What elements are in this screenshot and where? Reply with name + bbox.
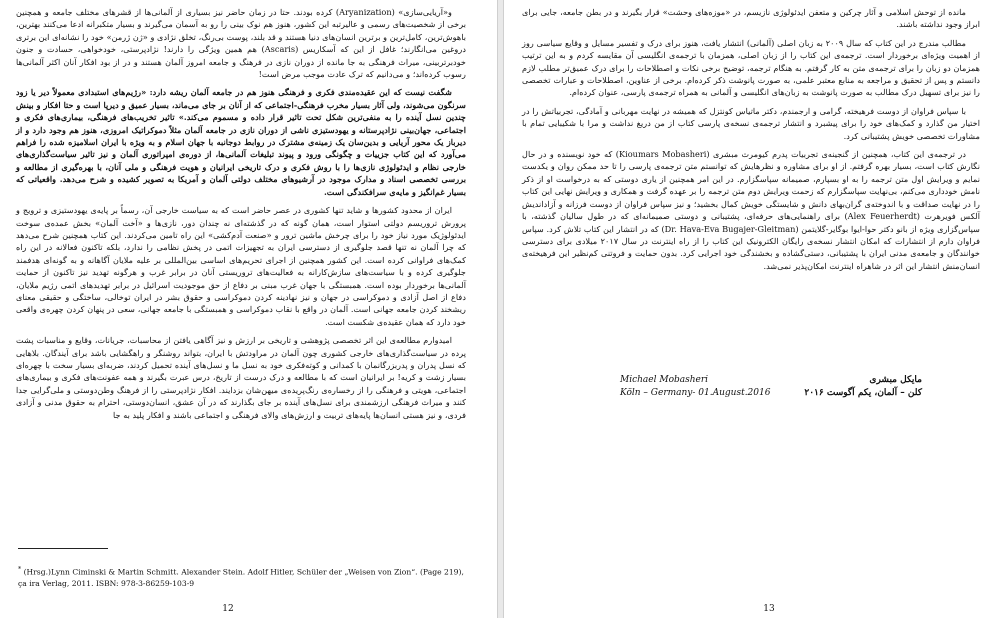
right-paragraph-3: با سپاس فراوان از دوست فرهیخته، گرامی و ارجمندم، دکتر ماتیاس کونتزل که همیشه در نهایت مهربانی و آمادگی، تجربیاتش را در اختیار من گذارد و کمک‌های خود را برای پیشبرد و انتشار ترجمه‌ی نسخه‌ی پارسی کتاب از من دریغ نداشت و مرا با شکیبایی تمام با مشاورات تخصصی خویش پشتیبانی کرد. <box>522 105 980 141</box>
left-page-body <box>16 6 466 427</box>
left-paragraph-1: و«آریایی‌سازی» (Aryanization) کرده بودند. حتا در زمان حاضر نیز بسیاری از آلمانی‌ها از قشرهای مختلف جامعه و همچنین برخی از شخصیت‌های رسمی و عالیرتبه این کشور، هنوز هم نوک بینی را رو به آسمان می‌گیرند و بسیار متکبرانه ادعا می‌کنند بهترین، باهوش‌ترین، کامل‌ترین و برترین انسان‌های دنیا هستند و قد بلند، پوست بی‌رنگ، تخلق نژادی و «ژن ژرمن» خود را نشانه‌ای این برتری دروغین می‌انگارند؛ غافل از این که آسکاریس (Ascaris) هم همین ویژگی را دارند! نژادپرستی، خودخواهی، حسادت و جنون خودبرتربینی، میراث فرهنگی به جا مانده از دوران نازی در فرهنگ و جامعه امروز آلمان هستند و در از بود افکار آنان اکثر آلمانی‌ها رسوب کرده‌اند؛ و می‌دانیم که ترک عادت موجب مرض است! <box>16 7 466 80</box>
right-paragraph-2: مطالب مندرج در این کتاب که سال ۲۰۰۹ به زبان اصلی (آلمانی) انتشار یافت، هنوز برای درک و تفسیر مسایل و وقایع سیاسی روز از اهمیت ویژه‌ای برخوردار است. ترجمه‌ی این کتاب را از زبان اصلی، همزمان با ترجمه‌ی انگلیسی آن مقایسه کردم و به این ترتیب همزمان دو زبان را برای ترجمه‌ی متن به کار گرفتم. به هنگام ترجمه، توضیح برخی نکات و اصطلاحات را برای درک عمیق‌تر مطلب لازم دانستم و پس از تحقیق و مراجعه به منابع معتبر علمی، به صورت پانوشت ذکر کرده‌ام. برخی از عناوین، اصطلاحات و عبارات تخصصی را نیز برای تسهیل درک مطالب به صورت پانوشت به زبان‌های انگلیسی و آلمانی به همراه ترجمه‌ی پارسی، عنوان کرده‌ام. <box>522 37 980 98</box>
right-page <box>503 0 1001 618</box>
left-paragraph-2: شگفت نیست که این عقیده‌مندی فکری و فرهنگی هنوز هم در جامعه آلمان ریشه دارد: «رژیم‌های استبدادی معمولاً دیر یا زود سرنگون می‌شوند، ولی آثار بسیار مخرب فرهنگی-اجتماعی که از آنان بر جای می‌ماند، بسیار عمیق و دیرپا است و حتا افکار و بینش چندین نسل آینده را به منفی‌ترین شکل تحت تاثیر قرار داده و مسموم می‌کند.» تاثیر تخریب‌های فرهنگی، بیماری‌های فکری و اجتماعی، جهان‌بینی نژادپرستانه و یهودستیزی ناشی از دوران نازی در جامعه آلمان مثلاً دموکراتیک امروزی، هنوز هم وجود دارد و از دیرباز یک محور آریایی و بدین‌سان یک زمینه‌ی مشترک در روابط دوجانبه با جهان اسلام و به ویژه با ایران اسلامیزه شده را فراهم می‌آورد که این کتاب جزییات و چگونگی ورود و پیوند تبلیغات آلمانی‌ها، از دوره‌ی امپراتوری آلمان و نیز تاثیر سیاست‌گذاری‌های خارجی نظام و ایدئولوژی نازی‌ها را با روش فکری و درک تاریخی ایرانیان و هویت فرهنگی و ملی آنان، با بهره‌گیری از مطالعه و بررسی تخصصی اسناد و مدارک موجود در آرشیوهای مختلف دولتی آلمان و آمریکا به تصویر کشیده و شرح می‌دهد. واقعیاتی که بسیار غم‌انگیز و مایه‌ی سرافکندگی است. <box>16 87 466 197</box>
signature-latin <box>620 374 770 400</box>
left-paragraph-3: ایران از محدود کشورها و شاید تنها کشوری در عصر حاضر است که به سیاست خارجی آن، رسماً بر پایه‌ی یهودستیزی و ترویج و پرورش تروریسم دولتی استوار است، همان گونه که در گذشته‌ای نه چندان دور، نازی‌ها و «آخت آلمان» بخش عمده‌ی سوخت ایدئولوژیک مورد نیاز خود را برای چرخش ماشین ترور و «صنعت آدم‌کشی» این راه تامین می‌کردند. این کتاب همچنین شرح می‌دهد که چرا آلمان نه تنها قصد جلوگیری از دسترسی ایران به تجهیزات اتمی در پخش نظامی را ندارد، بلکه تاکنون فعالانه در این راه کمک‌های فراوانی کرده است. این کشور همچنین از اجرای تحریم‌های اساسی بین‌المللی بر علیه ملایان آگاهانه و به گونه‌ای هدفمند جلوگیری کرده و با سیاست‌های سازش‌کارانه به فعالیت‌های تروریستی آنان در برابر غرب و هرگونه تهدید نیز تاکنون از حمایت آلمانی‌ها برخوردار بوده است. همبستگی با جهان غرب مبنی بر دفاع از حق موجودیت اسرائیل در برابر تهدیدهای اتمی رژیم ملایان، دفاع از اصل آزادی و دموکراسی در جهان و نیز نهادینه کردن دموکراسی و حقوق بشر در ایران توخالی، ساختگی و حقیقی معنای ریشخند کردن جامعه جهانی است. آلمان در واقع با نقاب دموکراسی و همبستگی با جامعه جهانی، سعی در پنهان کردن چهره‌ی واقعی خود دارد که همان عقیده‌ی شکست است. <box>16 205 466 327</box>
right-paragraph-4: در ترجمه‌ی این کتاب، همچنین از گنجینه‌ی تجربیات پدرم کیومرث مبشری (Kioumars Mobasheri) که خود نویسنده و در حال نگارش کتاب است، بسیار بهره گرفتم. از او برای مشاوره و نظرهایش که توانستم متن ترجمه‌ی پارسی را تا حد ممکن روان و یکدست نمایم و ویرایش اول متن ترجمه را به او بسپارم، صمیمانه سپاسگزارم. در این امر همچنین از یاری دوستی که به درخواست او از ذکر نامش خودداری می‌کنم، بی‌نهایت سپاسگزارم که زحمت ویرایش دوم متن ترجمه را بر عهده گرفت و همکاری و ویرایش نهایی این کتاب را در نهایت صداقت و با اندوخته‌ی گران‌بهای دانش و شایستگی خویش کمال بخشید؛ و نیز سپاس فراوان از دوست فرزانه و آزاداندیش آلکس فویرهرت (Alex Feuerherdt) برای راهنمایی‌های حرفه‌ای، پشتیبانی و دوستی صمیمانه‌ای که در طول سالیان گذشته، با سپاس‌گزاری ویژه از بانو دکتر حوا-ایوا بوگایر-گلایتمن (Dr. Hava-Eva Bugajer-Gleitman) که در انتشار این کتاب تلاش کرد. سپاس فراوان دارم از انتشارات که امکان انتشار نسخه‌ی رایگان الکترونیک این کتاب را از راه اینترنت در سال ۲۰۱۷ میلادی برای دسترسی خوانندگان و جامعه‌ی مدنی ایران با پشتیبانی، دستی‌گشاده و بخشندگی خود اجرایی کرد. بدون حمایت و فروتنی کم‌نظیر این فرهیخته‌ی انسان‌منش انتشار این اثر در شاهراه اینترنت امکان‌پذیر نمی‌شد. <box>522 149 981 271</box>
signature-arabic <box>802 374 922 400</box>
signature-name-latin: Michael Mobasheri <box>620 375 709 385</box>
footnote-text: (Hrsg.)Lynn Ciminski & Martin Schmitt. Alexander Stein. Adolf Hitler, Schüler der „Weisen von Zion“. (Page 219), ça ira Verlag, 2011. ISBN: 978-3-86259-103-9 <box>18 567 464 588</box>
left-page <box>0 0 498 618</box>
page-number-left: 12 <box>222 604 234 614</box>
signature-name-arabic: مایکل مبشری <box>869 375 922 385</box>
signature-place-date-latin: Köln – Germany- 01.August.2016 <box>620 388 771 398</box>
footnote-divider <box>18 548 108 549</box>
footnote-marker: * <box>18 566 22 573</box>
left-paragraph-4: امیدوارم مطالعه‌ی این اثر تخصصی پژوهشی و تاریخی بر ارزش و نیز آگاهی یافتن از محاسبات، جریانات، وقایع و مناسبات پشت پرده در سیاست‌گذاری‌های خارجی کشوری چون آلمان در مراودتش با ایران، بتواند روشنگر و راهگشایی باشد برای آیندگان. بلاهایی که نسل پدران و پدربزرگانمان با کمدانی و کوته‌فکری خود به نسل ما و نسل‌های آینده تحمیل کردند، ضربه‌ای بسیار سخت با چهره‌ای بسیار زشت و کریه! بر ایرانیان است که با مطالعه و درک درست از تاریخ، درس عبرت بگیرند و همه عفونت‌های فکری و بیماری‌های اجتماعی، هویتی و فرهنگی را از رخساره‌ی رنگ‌پریده‌ی میهن‌شان بزدایند. افکار نژادپرستی را از فرهنگ وطن‌دوستی و ملی‌گرایی جدا کنند و میراث فرهنگی ارزشمندی برای نسل‌های آینده بر جای بگذارند که در آن عشق، انسان‌دوستی، احترام به حقوق مدنی و آزادی فردی، و نیز هستی انسان‌ها پایه‌های تربیت و ارزش‌های والای فرهنگی و اجتماعی باشند و افکار پلید به جا <box>16 335 466 420</box>
right-paragraph-1: مانده از توحش اسلامی و آثار چرکین و متعفن ایدئولوژی نازیسم، در «موزه‌های وحشت» قرار بگیرند و در بطن جامعه، جایی برای ابراز وجود نداشته باشند. <box>522 7 980 30</box>
page-number-right: 13 <box>763 604 775 614</box>
footnote <box>18 564 464 589</box>
right-page-body <box>522 6 980 278</box>
signature-place-date-arabic: کلن – آلمان، یکم آگوست ۲۰۱۶ <box>804 388 922 398</box>
